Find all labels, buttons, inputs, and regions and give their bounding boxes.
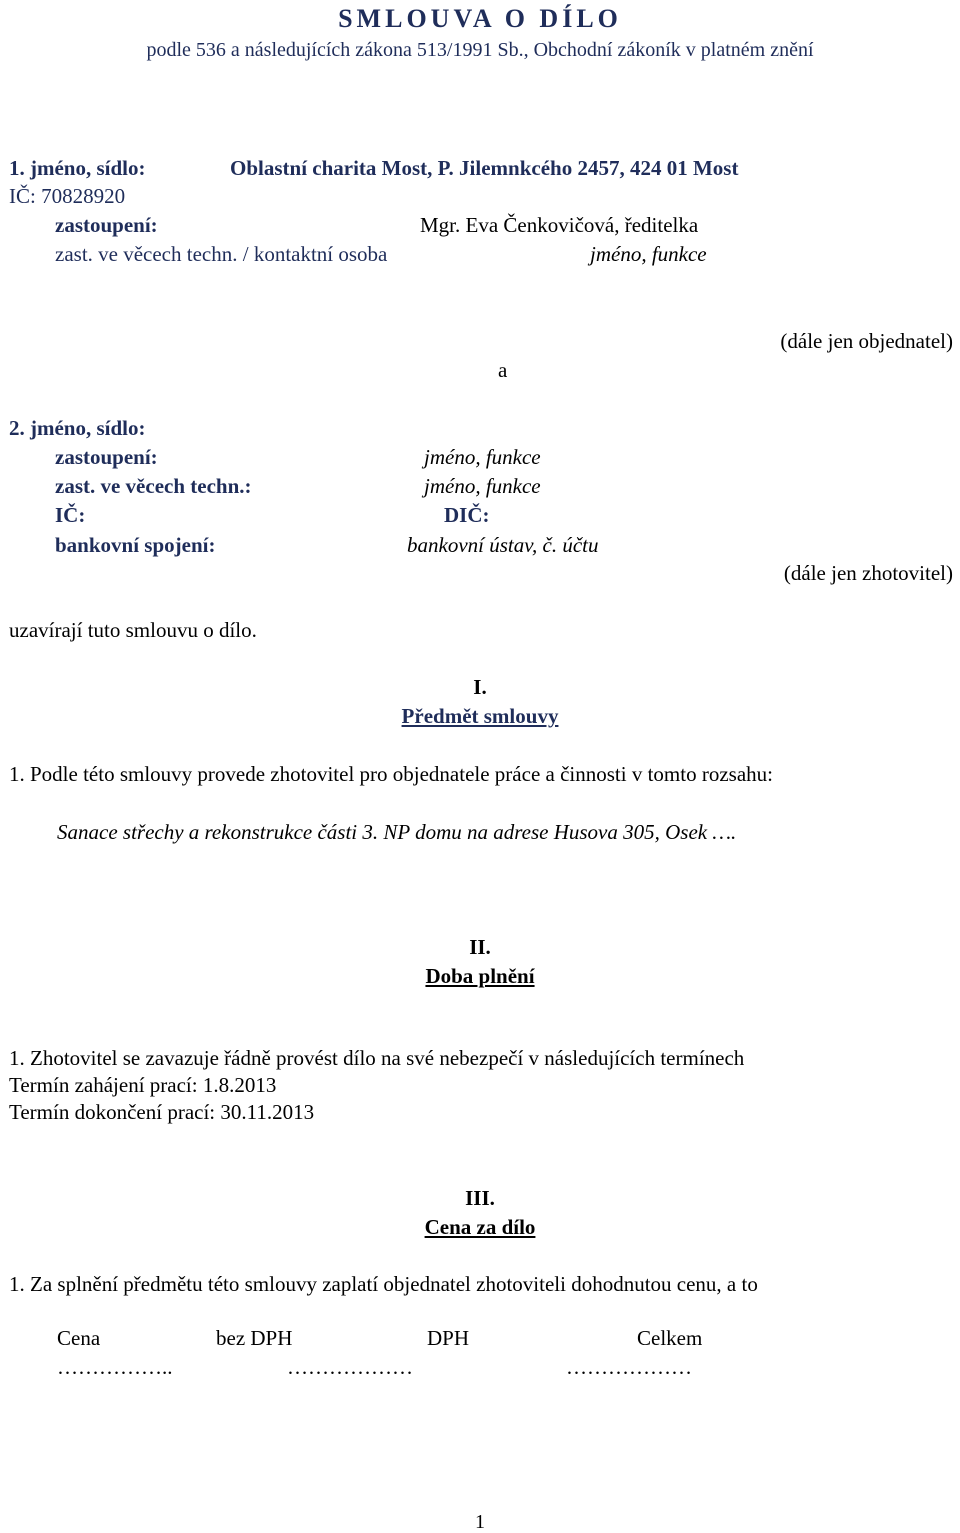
party2-bank-value: bankovní ústav, č. účtu: [407, 533, 599, 557]
section3-number: III.: [465, 1186, 495, 1210]
party1-name-value: Oblastní charita Most, P. Jilemnkcého 2457, 424 01 Most: [230, 156, 739, 180]
party2-ic-label: IČ:: [55, 503, 86, 527]
section1-item1: 1. Podle této smlouvy provede zhotovitel pro objednatele práce a činnosti v tomto rozsahu:: [9, 762, 773, 786]
party1-zastoupeni-label: zastoupení:: [55, 213, 158, 237]
section3-heading: Cena za dílo: [424, 1215, 536, 1239]
price-header-cena: Cena: [57, 1326, 101, 1350]
section2-heading: Doba plnění: [425, 964, 535, 988]
party1-techn-label: zast. ve věcech techn. / kontaktní osoba: [55, 242, 388, 266]
party2-role: (dále jen zhotovitel): [783, 561, 953, 585]
price-header-celkem: Celkem: [637, 1326, 703, 1350]
price-header-dph: DPH: [427, 1326, 470, 1350]
party1-ic: IČ: 70828920: [9, 184, 126, 208]
section2-start-date: Termín zahájení prací: 1.8.2013: [9, 1073, 277, 1097]
page-number: 1: [475, 1511, 485, 1533]
connector-a: a: [498, 358, 508, 382]
document-subtitle: podle 536 a následujících zákona 513/1991 Sb., Obchodní zákoník v platném znění: [146, 39, 814, 61]
intro-text: uzavírají tuto smlouvu o dílo.: [9, 618, 257, 642]
party2-techn-value: jméno, funkce: [424, 474, 541, 498]
party2-zastoupeni-label: zastoupení:: [55, 445, 158, 469]
section2-end-date: Termín dokončení prací: 30.11.2013: [9, 1100, 315, 1124]
section1-number: I.: [473, 675, 487, 699]
party1-zastoupeni-value: Mgr. Eva Čenkovičová, ředitelka: [420, 213, 699, 237]
party1-role: (dále jen objednatel): [780, 329, 953, 353]
section1-heading: Předmět smlouvy: [401, 704, 559, 728]
party2-techn-label: zast. ve věcech techn.:: [55, 474, 252, 498]
price-value-dph: ………………: [287, 1355, 413, 1379]
section2-item1: 1. Zhotovitel se zavazuje řádně provést dílo na své nebezpečí v následujících termínech: [9, 1046, 745, 1070]
party1-techn-value: jméno, funkce: [590, 242, 707, 266]
document-title: SMLOUVA O DÍLO: [338, 4, 622, 33]
party2-name-label: 2. jméno, sídlo:: [9, 416, 146, 440]
party2-bank-label: bankovní spojení:: [55, 533, 216, 557]
party2-zastoupeni-value: jméno, funkce: [424, 445, 541, 469]
party2-dic-label: DIČ:: [444, 503, 490, 527]
price-value-celkem: ………………: [566, 1355, 692, 1379]
price-header-bez-dph: bez DPH: [216, 1326, 293, 1350]
party1-name-label: 1. jméno, sídlo:: [9, 156, 146, 180]
section1-scope: Sanace střechy a rekonstrukce části 3. NP domu na adrese Husova 305, Osek ….: [57, 820, 737, 844]
price-value-bez-dph: ……………..: [57, 1355, 173, 1379]
section2-number: II.: [469, 935, 491, 959]
section3-item1: 1. Za splnění předmětu této smlouvy zaplatí objednatel zhotoviteli dohodnutou cenu, a to: [9, 1272, 758, 1296]
